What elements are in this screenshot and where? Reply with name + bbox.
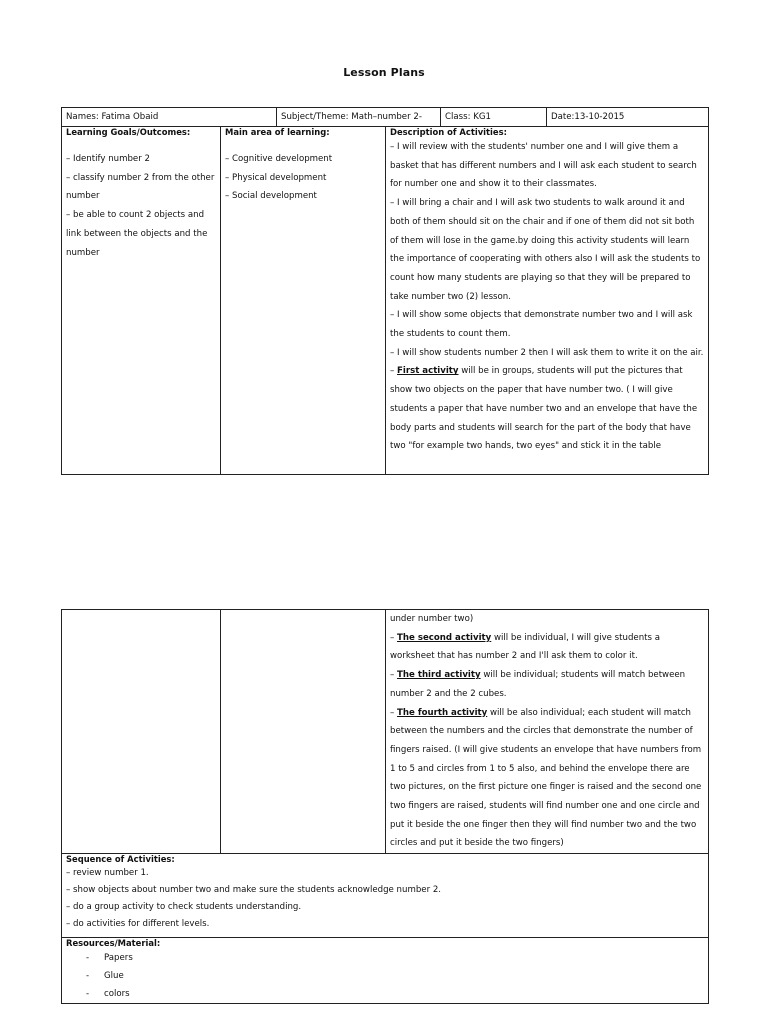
goal-item: – be able to count 2 objects and link between the objects and the number (66, 210, 208, 258)
resources-cell (62, 938, 709, 1004)
fourth-activity-label: The fourth activity (397, 707, 488, 718)
lesson-plan-table-page2 (61, 609, 709, 1004)
subject-cell: Subject/Theme: Math–number 2- (277, 108, 441, 127)
resource-item-text: Glue (104, 971, 124, 982)
second-activity-label: The second activity (397, 632, 492, 643)
resources-list (66, 949, 704, 1003)
resource-item-text: colors (104, 989, 130, 1000)
activity-paragraph: – I will review with the students' number one and I will give them a basket that has different numbers and I will ask each student to search for number one and show it to their classmates. (390, 142, 697, 190)
content-row (62, 127, 709, 475)
sequence-list (66, 865, 704, 933)
goal-item: – classify number 2 from the other number (66, 172, 215, 202)
areas-cell (221, 127, 386, 475)
area-item: – Cognitive development (225, 154, 333, 164)
second-activity-text: will be individual, I will give students a worksheet that has number 2 and I'll ask them to color it. (390, 632, 661, 662)
areas-list (225, 150, 381, 206)
first-activity-paragraph: – First activity will be in groups, students will put the pictures that show two objects on the paper that have number two. ( I will give students a paper that have number two and an envelope that have the body parts and students will search for the part of the body that have two "for example two hands, two eyes" and stick it in the table (390, 366, 698, 452)
area-item: – Social development (225, 191, 317, 202)
sequence-item: – review number 1. (66, 868, 149, 879)
third-activity-text: will be individual; students will match between number 2 and the 2 cubes. (390, 670, 686, 699)
resource-item (66, 985, 704, 1003)
activities-cell (386, 127, 709, 475)
activity-paragraph: – I will show students number 2 then I will ask them to write it on the air. (390, 347, 704, 358)
third-activity-label: The third activity (397, 670, 481, 681)
goals-label: Learning Goals/Outcomes: (66, 127, 191, 137)
sequence-item: – show objects about number two and make sure the students acknowledge number 2. (66, 885, 442, 896)
resource-item (66, 967, 704, 985)
date-cell: Date:13-10-2015 (547, 108, 709, 127)
activities-label: Description of Activities: (390, 127, 507, 137)
activities-continued-cell (386, 610, 709, 854)
first-activity-text: will be in groups, students will put the pictures that show two objects on the paper that have number two. ( I will give students a paper that have number two and an envelope that have the body parts and students will search for the part of the body that have two "for example two hands, two eyes" and stick it in the table (390, 366, 698, 452)
sequence-row (62, 854, 709, 938)
sequence-item: – do a group activity to check students understanding. (66, 902, 302, 913)
class-cell: Class: KG1 (441, 108, 547, 127)
areas-cell-empty (221, 610, 386, 854)
activities-continued-row (62, 610, 709, 854)
fourth-activity-text: will be also individual; each student will match between the numbers and the circles that demonstrate the number of fingers raised. (I will give students an envelope that have numbers from 1 to 5 and circles from 1 to 5 also, and behind the envelope there are two pictures, on the first picture one finger is raised and the second one two fingers are raised, students will find number one and one circle and put it beside the one finger then they will find number two and the two circles and put it beside the two fingers) (390, 707, 702, 849)
resource-item (66, 949, 704, 967)
page-title: Lesson Plans (343, 66, 425, 79)
resources-label: Resources/Material: (66, 938, 161, 949)
header-row (62, 108, 709, 127)
resource-item-text: Papers (104, 953, 133, 964)
sequence-item: – do activities for different levels. (66, 919, 210, 930)
activity-paragraph: – I will bring a chair and I will ask two students to walk around it and both of them should sit on the chair and if one of them did not sit both of them will lose in the game.by doing this activity students will learn the importance of cooperating with others also I will ask the students to count how many students are playing so that they will be prepared to take number two (2) lesson. (390, 198, 701, 302)
lesson-plan-table-page1 (61, 107, 709, 475)
goal-item: – Identify number 2 (66, 154, 150, 164)
goals-cell (62, 127, 221, 475)
resources-row (62, 938, 709, 1004)
sequence-cell (62, 854, 709, 938)
third-activity-paragraph: – The third activity will be individual; students will match between number 2 and the 2 cubes. (390, 670, 686, 699)
areas-label: Main area of learning: (225, 127, 330, 137)
activity-continuation: under number two) (390, 614, 474, 624)
second-activity-paragraph: – The second activity will be individual, I will give students a worksheet that has number 2 and I'll ask them to color it. (390, 632, 661, 662)
goals-list (66, 150, 216, 262)
goals-cell-empty (62, 610, 221, 854)
activity-paragraph: – I will show some objects that demonstrate number two and I will ask the students to count them. (390, 310, 693, 340)
fourth-activity-paragraph: – The fourth activity will be also individual; each student will match between the numbers and the circles that demonstrate the number of fingers raised. (I will give students an envelope that have numbers from 1 to 5 and circles from 1 to 5 also, and behind the envelope there are two pictures, on the first picture one finger is raised and the second one two fingers are raised, students will find number one and one circle and put it beside the one finger then they will find number two and the two circles and put it beside the two fingers) (390, 707, 702, 849)
names-cell: Names: Fatima Obaid (62, 108, 277, 127)
first-activity-label: First activity (397, 366, 459, 377)
area-item: – Physical development (225, 172, 327, 183)
sequence-label: Sequence of Activities: (66, 854, 175, 865)
